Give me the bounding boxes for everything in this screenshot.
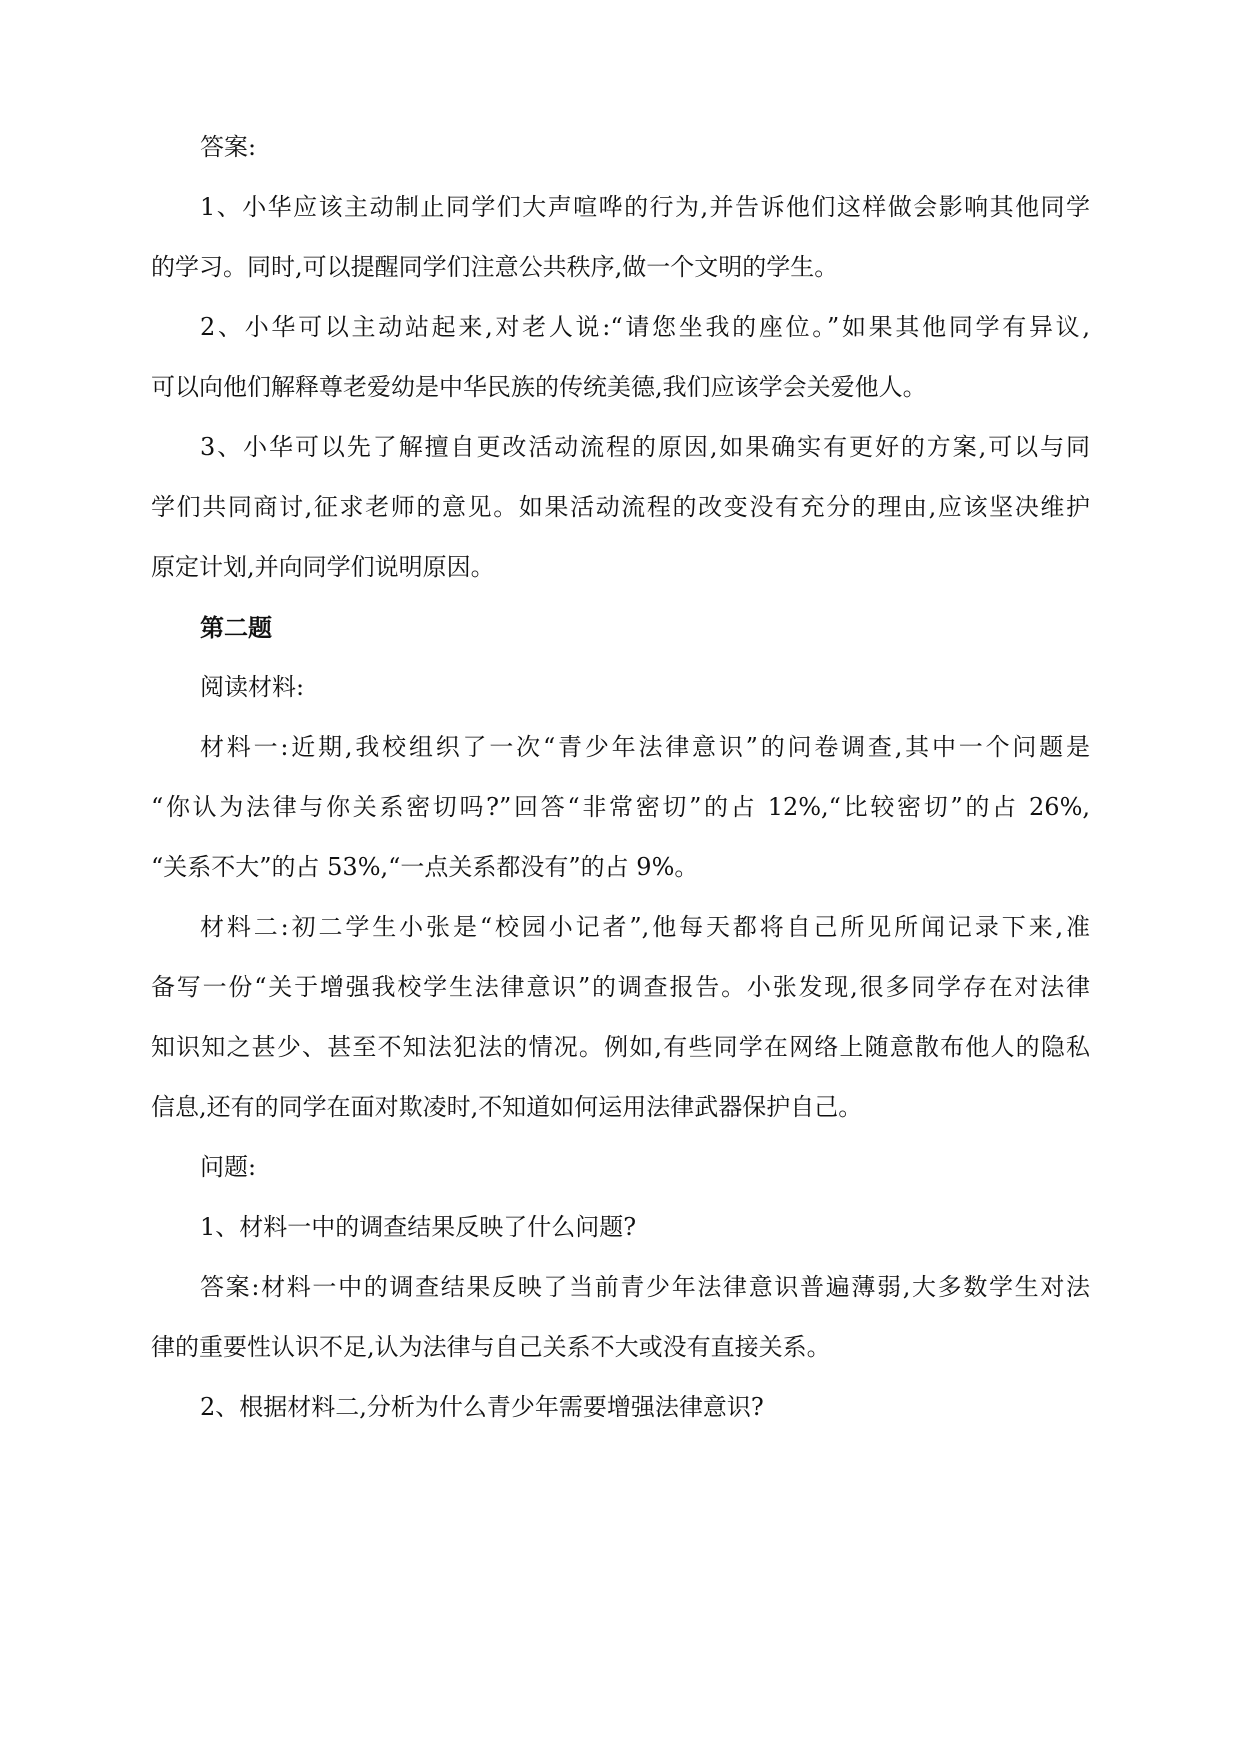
material-2-line-3: 知识知之甚少、甚至不知法犯法的情况。例如,有些同学在网络上随意散布他人的隐私 <box>151 1033 1090 1061</box>
answer-q1-line-1: 答案:材料一中的调查结果反映了当前青少年法律意识普遍薄弱,大多数学生对法 <box>200 1273 1090 1301</box>
answer-3-line-3: 原定计划,并向同学们说明原因。 <box>151 553 495 581</box>
material-1-line-2: “你认为法律与你关系密切吗?”回答“非常密切”的占 12%,“比较密切”的占 26%, <box>151 793 1090 821</box>
section-title: 第二题 <box>200 613 272 642</box>
answer-3-line-2: 学们共同商讨,征求老师的意见。如果活动流程的改变没有充分的理由,应该坚决维护 <box>151 493 1090 521</box>
answer-1-line-2: 的学习。同时,可以提醒同学们注意公共秩序,做一个文明的学生。 <box>151 253 839 281</box>
answer-2-line-1: 2、小华可以主动站起来,对老人说:“请您坐我的座位。”如果其他同学有异议, <box>200 313 1090 341</box>
questions-label: 问题: <box>200 1153 257 1181</box>
material-2-line-1: 材料二:初二学生小张是“校园小记者”,他每天都将自己所见所闻记录下来,准 <box>200 913 1090 941</box>
reading-label: 阅读材料: <box>200 673 305 701</box>
question-2: 2、根据材料二,分析为什么青少年需要增强法律意识? <box>200 1393 764 1421</box>
answer-1-line-1: 1、小华应该主动制止同学们大声喧哗的行为,并告诉他们这样做会影响其他同学 <box>200 193 1090 221</box>
material-1-line-3: “关系不大”的占 53%,“一点关系都没有”的占 9%。 <box>151 853 699 881</box>
answer-2-line-2: 可以向他们解释尊老爱幼是中华民族的传统美德,我们应该学会关爱他人。 <box>151 373 927 401</box>
answer-q1-line-2: 律的重要性认识不足,认为法律与自己关系不大或没有直接关系。 <box>151 1333 831 1361</box>
material-2-line-4: 信息,还有的同学在面对欺凌时,不知道如何运用法律武器保护自己。 <box>151 1093 863 1121</box>
material-2-line-2: 备写一份“关于增强我校学生法律意识”的调查报告。小张发现,很多同学存在对法律 <box>151 973 1090 1001</box>
question-1: 1、材料一中的调查结果反映了什么问题? <box>200 1213 637 1241</box>
answer-label: 答案: <box>200 133 257 161</box>
answer-3-line-1: 3、小华可以先了解擅自更改活动流程的原因,如果确实有更好的方案,可以与同 <box>200 433 1090 461</box>
material-1-line-1: 材料一:近期,我校组织了一次“青少年法律意识”的问卷调查,其中一个问题是 <box>200 733 1090 761</box>
